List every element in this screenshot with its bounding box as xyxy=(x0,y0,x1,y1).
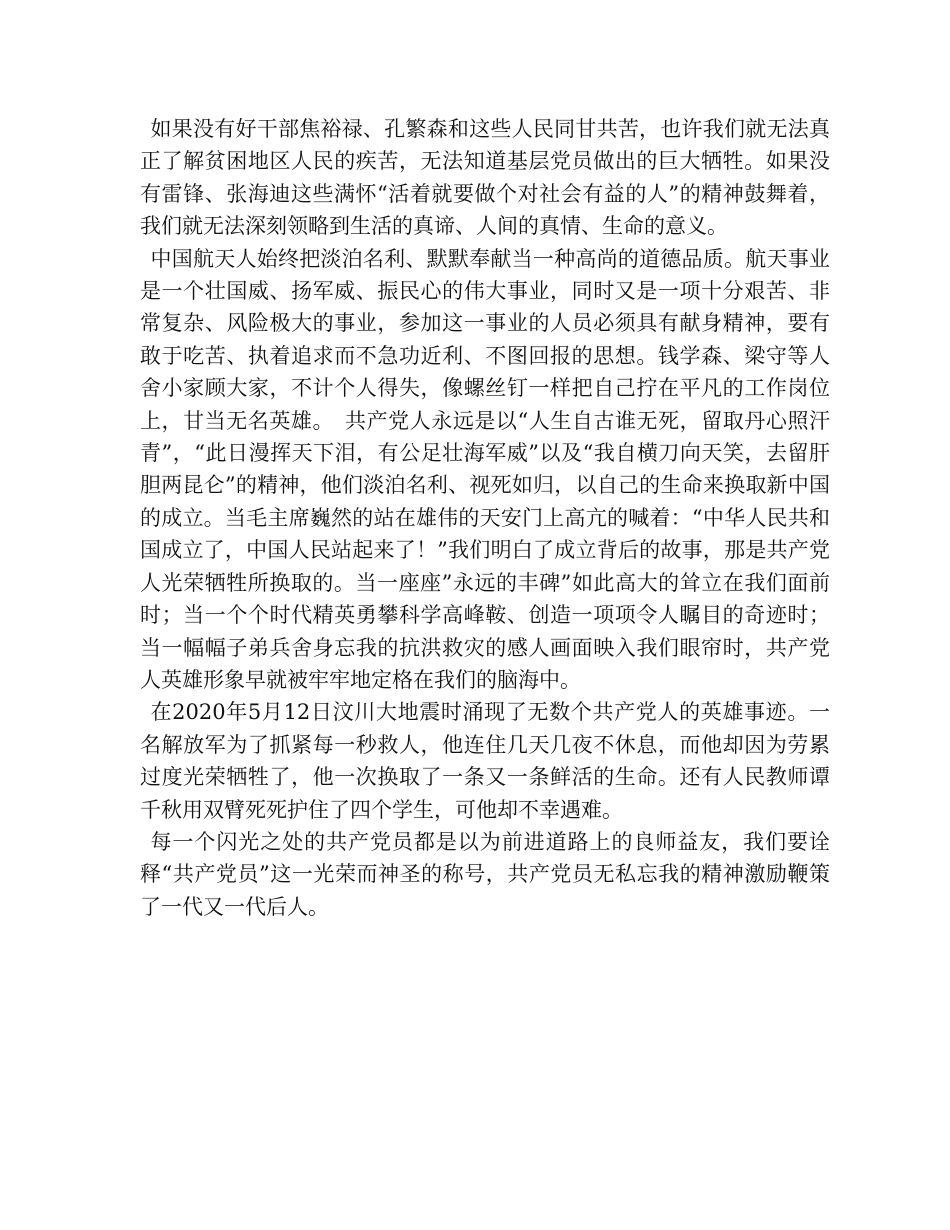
paragraph-4: 每一个闪光之处的共产党员都是以为前进道路上的良师益友，我们要诠释“共产党员”这一光荣而神圣的称号，共产党员无私忘我的精神激励鞭策了一代又一代后人。 xyxy=(140,829,830,919)
paragraph-1: 如果没有好干部焦裕禄、孔繁森和这些人民同甘共苦，也许我们就无法真正了解贫困地区人民的疾苦，无法知道基层党员做出的巨大牺牲。如果没有雷锋、张海迪这些满怀“活着就要做个对社会有益的人”的精神鼓舞着，我们就无法深刻领略到生活的真谛、人间的真情、生命的意义。 xyxy=(140,117,830,239)
paragraph-3: 在2020年5月12日汶川大地震时涌现了无数个共产党人的英雄事迹。一名解放军为了抓紧每一秒救人，他连住几天几夜不休息，而他却因为劳累过度光荣牺牲了，他一次换取了一条又一条鲜活的生命。还有人民教师谭千秋用双臂死死护住了四个学生，可他却不幸遇难。 xyxy=(140,700,830,822)
paragraph-2: 中国航天人始终把淡泊名利、默默奉献当一种高尚的道德品质。航天事业是一个壮国威、扬军威、振民心的伟大事业，同时又是一项十分艰苦、非常复杂、风险极大的事业，参加这一事业的人员必须具有献身精神，要有敢于吃苦、执着追求而不急功近利、不图回报的思想。钱学森、梁守等人舍小家顾大家，不计个人得失，像螺丝钉一样把自己拧在平凡的工作岗位上，甘当无名英雄。 共产党人永远是以“人生自古谁无死，留取丹心照汗青”，“此日漫挥天下泪，有公足壮海军威”以及“我自横刀向天笑，去留肝胆两昆仑”的精神，他们淡泊名利、视死如归，以自己的生命来换取新中国的成立。当毛主席巍然的站在雄伟的天安门上高亢的喊着：“中华人民共和国成立了，中国人民站起来了！”我们明白了成立背后的故事，那是共产党人光荣牺牲所换取的。当一座座”永远的丰碑”如此高大的耸立在我们面前时；当一个个时代精英勇攀科学高峰鞍、创造一项项令人瞩目的奇迹时；当一幅幅子弟兵舍身忘我的抗洪救灾的感人画面映入我们眼帘时，共产党人英雄形象早就被牢牢地定格在我们的脑海中。 xyxy=(140,246,830,692)
document-body xyxy=(140,113,830,923)
